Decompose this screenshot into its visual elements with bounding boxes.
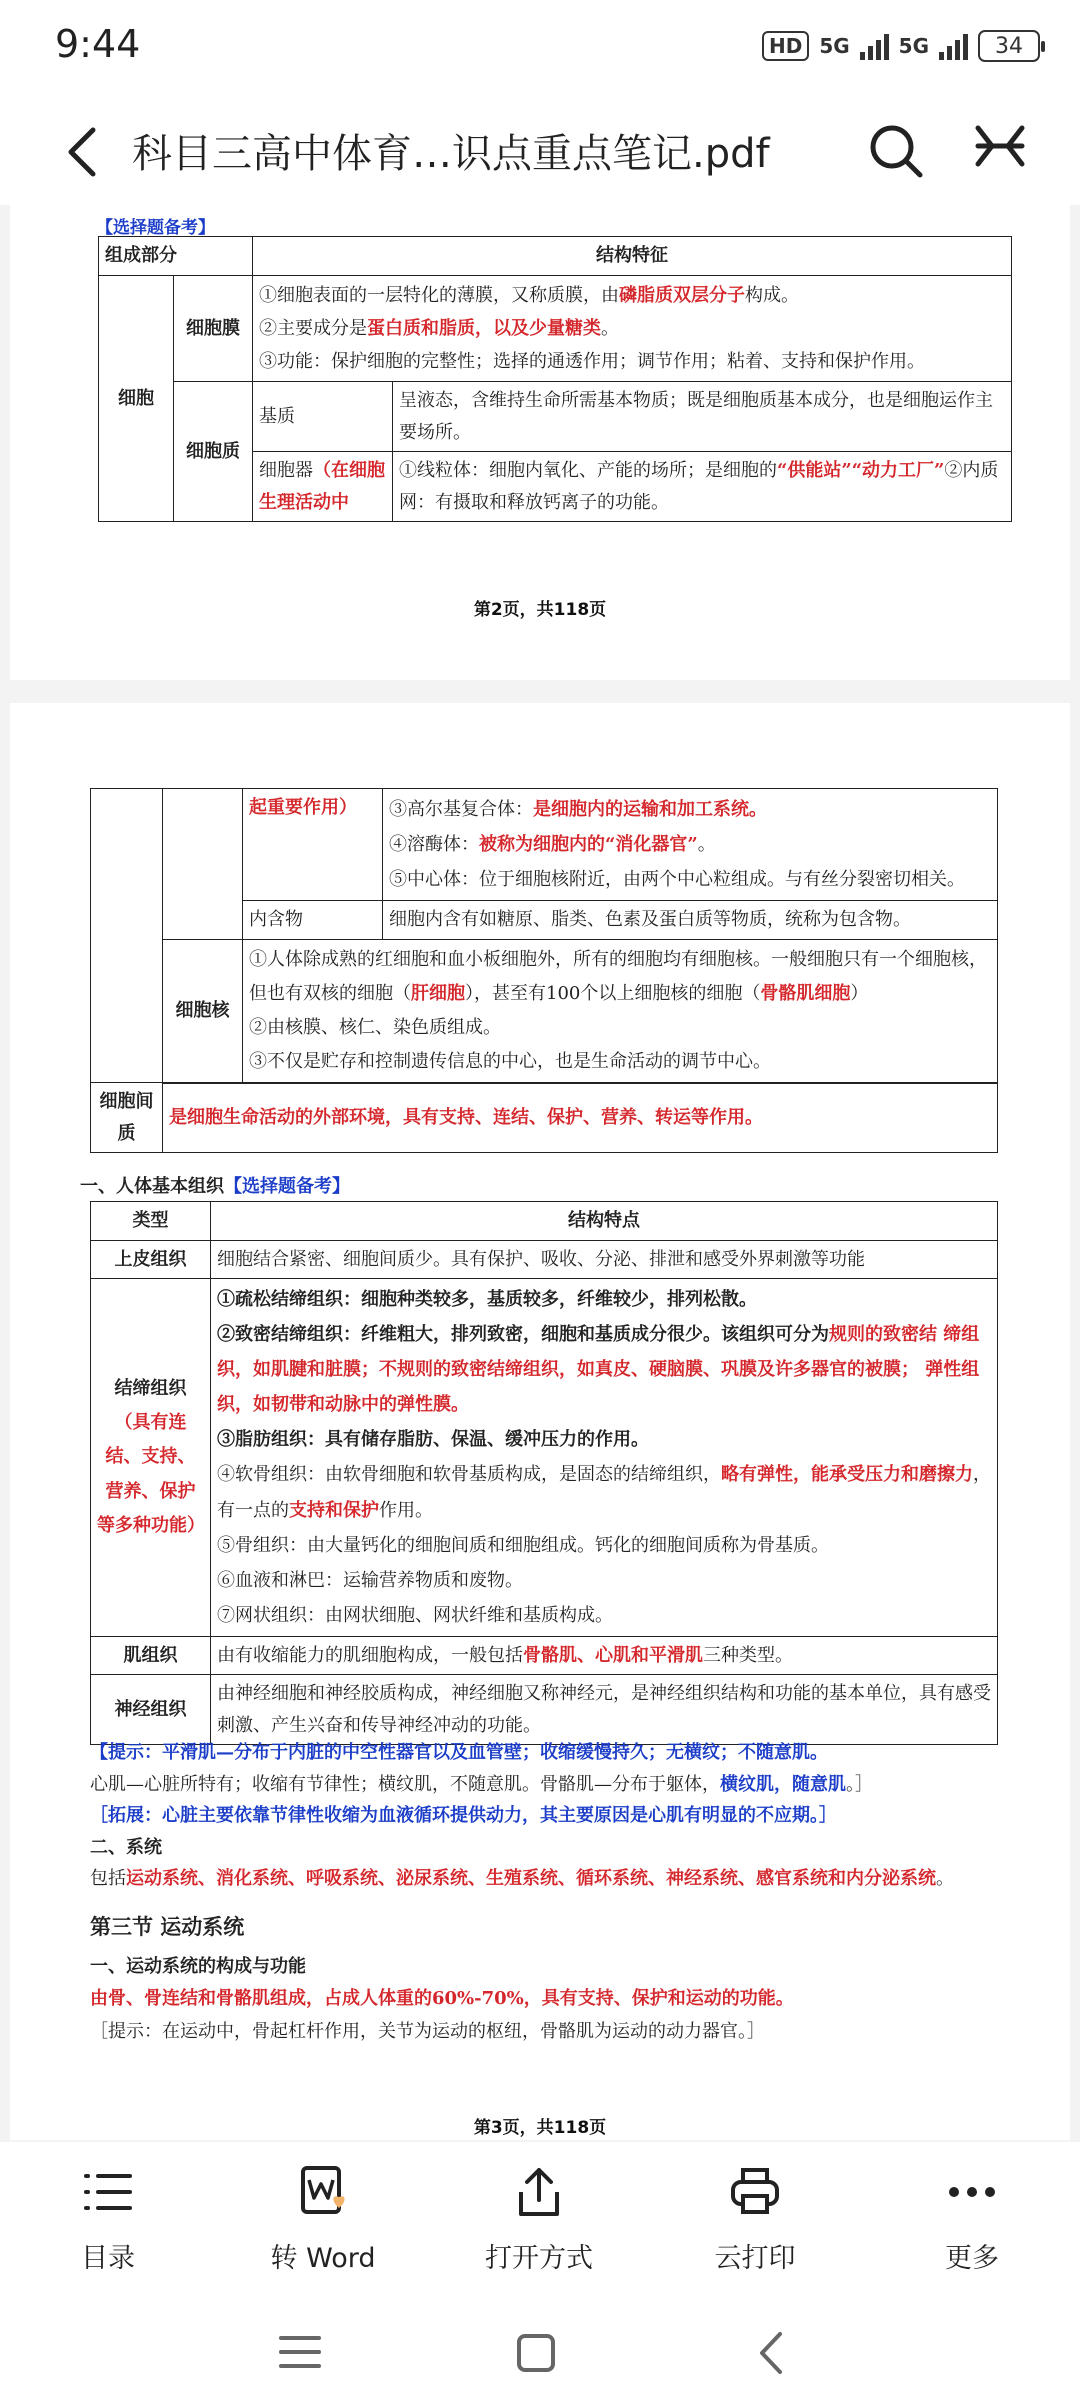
share-icon [509, 2162, 569, 2222]
battery-icon: 34 [978, 30, 1040, 62]
fit-width-icon[interactable] [970, 120, 1030, 180]
status-icons [762, 30, 1040, 62]
bottom-toolbar [0, 2142, 1080, 2401]
convert-word-button[interactable] [233, 2162, 413, 2275]
action-bar [0, 2162, 1080, 2302]
open-with-button[interactable] [449, 2162, 629, 2275]
word-icon [293, 2162, 353, 2222]
print-label: 云打印 [714, 2243, 796, 2274]
membrane-text: ①细胞表面的一层特化的薄膜，又称质膜，由磷脂质双层分子构成。 ②主要成分是蛋白质和脂质，以及少量糖类。 ③功能：保护细胞的完整性；选择的通透作用；调节作用；粘着、支持和保护作用。 [253, 275, 1012, 382]
clock: 9:44 [55, 22, 141, 66]
section-3-tip: ［提示：在运动中，骨起杠杆作用，关节为运动的枢纽，骨骼肌为运动的动力器官。］ [90, 2021, 765, 2043]
inclusion-label: 内含物 [243, 901, 383, 940]
table-header-part: 组成部分 [99, 237, 253, 276]
nucleus-label: 细胞核 [163, 939, 243, 1083]
epithelial-label: 上皮组织 [91, 1240, 211, 1279]
signal-icon-2 [939, 32, 968, 60]
intercellular-matrix-text: 是细胞生命活动的外部环境，具有支持、连结、保护、营养、转运等作用。 [163, 1083, 998, 1153]
recent-apps-icon[interactable] [277, 2332, 323, 2372]
system-back-icon[interactable] [752, 2330, 792, 2376]
page-number-3: 第3页，共118页 [473, 2118, 607, 2138]
nucleus-text: ①人体除成熟的红细胞和血小板细胞外，所有的细胞均有细胞核。一般细胞只有一个细胞核，但也有双核的细胞（肝细胞），甚至有100个以上细胞核的细胞（骨骼肌细胞） ②由核膜、核仁、染色质组成。 ③不仅是贮存和控制遗传信息的中心，也是生命活动的调节中心。 [243, 939, 998, 1083]
section-systems: 二、系统 [90, 1836, 162, 1858]
more-label: 更多 [945, 2243, 999, 2274]
cell-structure-table-cont [90, 788, 998, 1153]
table-header-feature: 结构特征 [253, 237, 1012, 276]
section-basic-tissue: 一、人体基本组织【选择题备考】 [80, 1176, 350, 1197]
more-dots-icon [942, 2162, 1002, 2222]
nerve-text: 由神经细胞和神经胶质构成，神经细胞又称神经元，是神经组织结构和功能的基本单位，具有感受刺激、产生兴奋和传导神经冲动的功能。 [211, 1675, 998, 1745]
tissue-table [90, 1201, 998, 1745]
connective-label: 结缔组织 （具有连结、支持、营养、保护等多种功能） [91, 1279, 211, 1637]
signal-5g-label-2: 5G [898, 34, 929, 58]
organelle-text: ①线粒体：细胞内氧化、产能的场所；是细胞的“供能站”“动力工厂”②内质网：有摄取和释放钙离子的功能。 [393, 452, 1012, 522]
pdf-page-3 [10, 703, 1070, 2140]
connective-text: ①疏松结缔组织：细胞种类较多，基质较多，纤维较少，排列松散。 ②致密结缔组织：纤维粗大，排列致密，细胞和基质成分很少。该组织可分为规则的致密结 缔组织，如肌腱和脏膜；不规则的致密结缔组织，如真皮、硬脑膜、巩膜及许多器官的被膜； 弹性组织，如韧带和动脉中的弹性膜。 ③脂肪组织：具有储存脂肪、保温、缓冲压力的作用。 ④软骨组织：由软骨细胞和软骨基质构成，是固态的结缔组织，略有弹性，能承受压力和磨擦力，有一点的支持和保护作用。 ⑤骨组织：由大量钙化的细胞间质和细胞组成。钙化的细胞间质称为骨基质。 ⑥血液和淋巴：运输营养物质和废物。 ⑦网状组织：由网状细胞、网状纤维和基质构成。 [211, 1279, 998, 1637]
tip-extension: ［拓展：心脏主要依靠节律性收缩为血液循环提供动力，其主要原因是心肌有明显的不应期。］ [90, 1805, 837, 1826]
membrane-label: 细胞膜 [174, 275, 253, 382]
toc-button[interactable] [18, 2162, 198, 2275]
inclusion-text: 细胞内含有如糖原、脂类、色素及蛋白质等物质，统称为包含物。 [383, 901, 998, 940]
organelle-continued: 起重要作用） [243, 789, 383, 901]
matrix-label: 基质 [253, 382, 393, 452]
nerve-label: 神经组织 [91, 1675, 211, 1745]
cell-label: 细胞 [99, 275, 174, 522]
tip-heart-muscle: 心肌—心脏所特有；收缩有节律性；横纹肌，不随意肌。骨骼肌—分布于躯体，横纹肌，随意肌。］ [90, 1773, 873, 1795]
pdf-page-2 [10, 205, 1070, 680]
organelle-list: ③高尔基复合体：是细胞内的运输和加工系统。 ④溶酶体：被称为细胞内的“消化器官”。 ⑤中心体：位于细胞核附近，由两个中心粒组成。与有丝分裂密切相关。 [383, 789, 998, 901]
muscle-label: 肌组织 [91, 1636, 211, 1675]
tissue-header-feature: 结构特点 [211, 1202, 998, 1241]
section-3-title: 第三节 运动系统 [90, 1913, 245, 1939]
more-button[interactable] [882, 2162, 1062, 2275]
word-label: 转 Word [270, 2243, 376, 2274]
title-bar [0, 100, 1080, 205]
search-icon[interactable] [865, 120, 925, 180]
section-3-subtitle: 一、运动系统的构成与功能 [90, 1956, 306, 1978]
open-label: 打开方式 [485, 2243, 593, 2274]
cytoplasm-label: 细胞质 [174, 382, 253, 522]
page-number-2: 第2页，共118页 [473, 600, 607, 620]
intercellular-matrix-label: 细胞间质 [91, 1083, 163, 1153]
tip-smooth-muscle: 【提示：平滑肌—分布于内脏的中空性器官以及血管壁；收缩缓慢持久；无横纹；不随意肌。 [90, 1742, 828, 1763]
systems-text: 包括运动系统、消化系统、呼吸系统、泌尿系统、生殖系统、循环系统、神经系统、感官系统和内分泌系统。 [90, 1868, 954, 1889]
status-bar [0, 0, 1080, 100]
printer-icon [725, 2162, 785, 2222]
tissue-header-type: 类型 [91, 1202, 211, 1241]
system-navigation [0, 2322, 1080, 2382]
section-3-definition: 由骨、骨连结和骨骼肌组成，占成人体重的60%-70%，具有支持、保护和运动的功能。 [90, 1987, 794, 2009]
matrix-text: 呈液态，含维持生命所需基本物质；既是细胞质基本成分，也是细胞运作主要场所。 [393, 382, 1012, 452]
signal-5g-label-1: 5G [819, 34, 850, 58]
pdf-viewer[interactable] [0, 205, 1080, 2142]
hd-icon: HD [762, 31, 809, 61]
cell-structure-table [98, 236, 1012, 522]
epithelial-text: 细胞结合紧密、细胞间质少。具有保护、吸收、分泌、排泄和感受外界刺激等功能 [211, 1240, 998, 1279]
signal-icon [860, 32, 889, 60]
tips-block [90, 1737, 1020, 2048]
cloud-print-button[interactable] [665, 2162, 845, 2275]
list-icon [78, 2162, 138, 2222]
muscle-text: 由有收缩能力的肌细胞构成，一般包括骨骼肌、心肌和平滑肌三种类型。 [211, 1636, 998, 1675]
exam-tag: 【选择题备考】 [96, 218, 215, 238]
document-title: 科目三高中体育…识点重点笔记.pdf [132, 131, 770, 177]
back-arrow-icon[interactable] [55, 122, 115, 182]
home-icon[interactable] [515, 2332, 557, 2374]
organelle-label: 细胞器（在细胞生理活动中 [253, 452, 393, 522]
toc-label: 目录 [81, 2243, 135, 2274]
